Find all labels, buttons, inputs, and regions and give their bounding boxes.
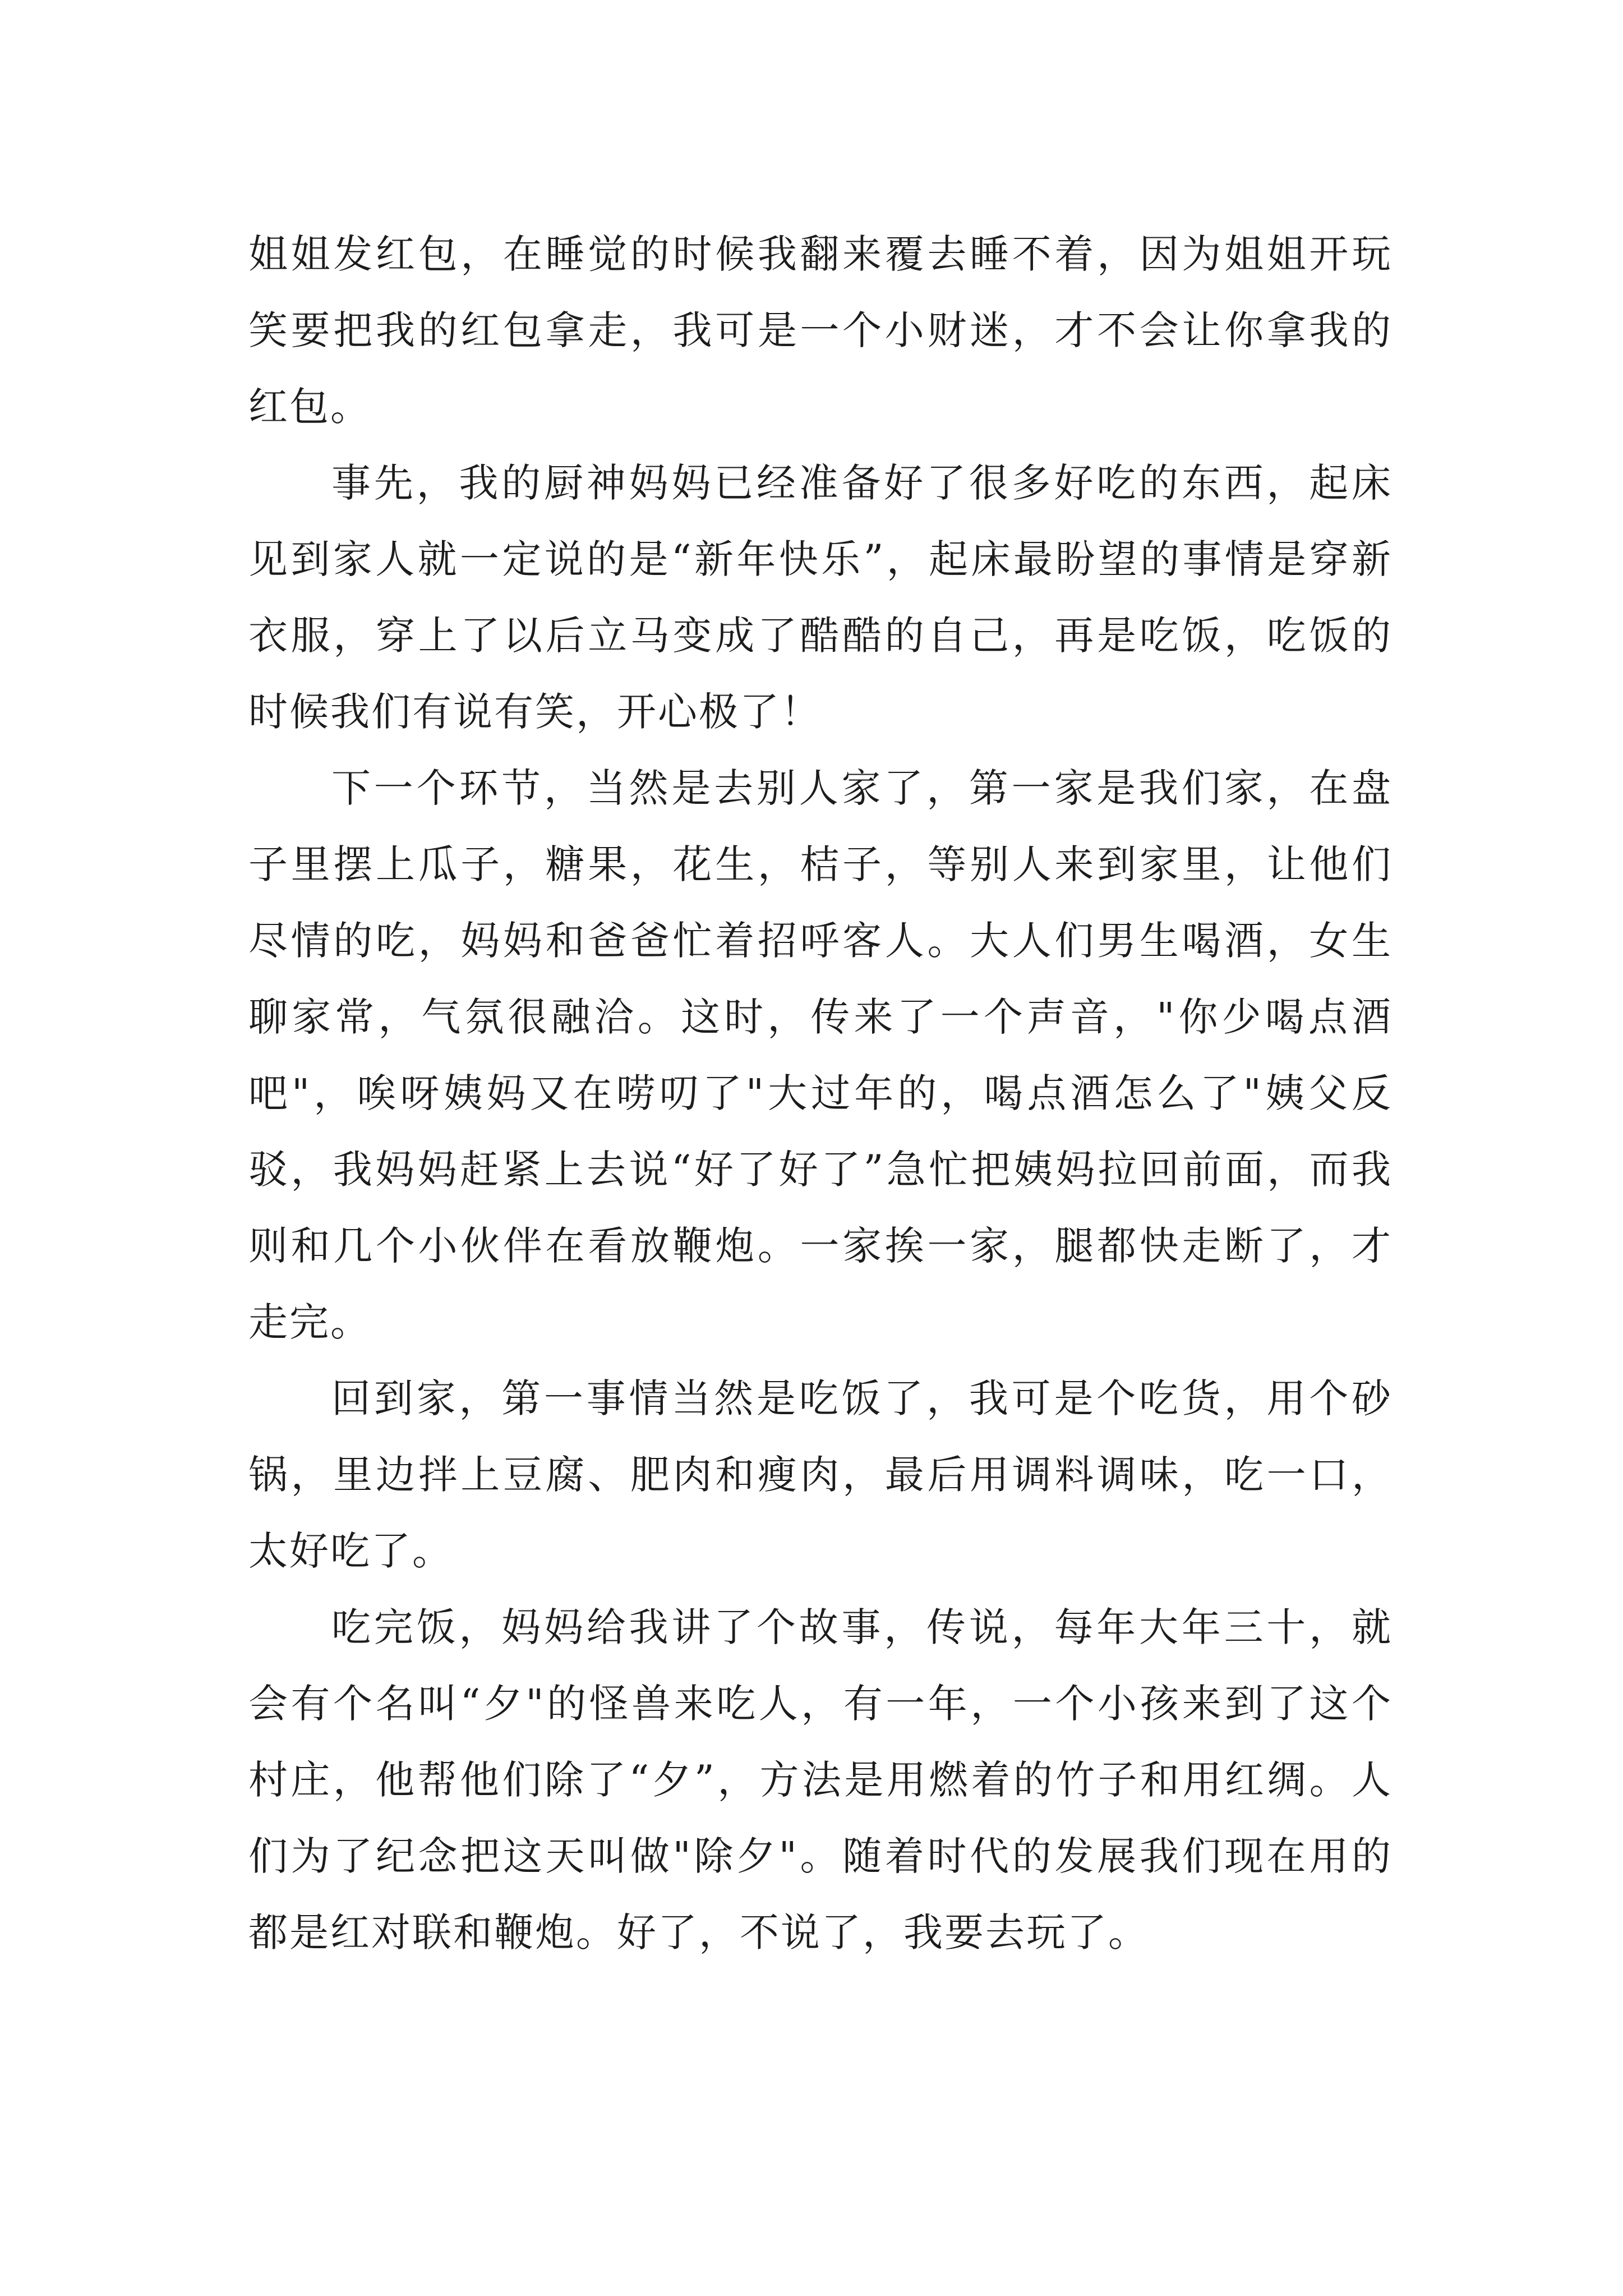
paragraph-4: 回到家，第一事情当然是吃饭了，我可是个吃货，用个砂锅，里边拌上豆腐、肥肉和瘦肉，最后用调料调味，吃一口，太好吃了。: [248, 1375, 1393, 1574]
paragraph-2: 事先，我的厨神妈妈已经准备好了很多好吃的东西，起床见到家人就一定说的是“新年快乐”，起床最盼望的事情是穿新衣服，穿上了以后立马变成了酷酷的自己，再是吃饭，吃饭的时候我们有说有笑，开心极了！: [248, 460, 1393, 735]
paragraph-1: 姐姐发红包，在睡觉的时候我翻来覆去睡不着，因为姐姐开玩笑要把我的红包拿走，我可是一个小财迷，才不会让你拿我的红包。: [248, 231, 1393, 430]
body-text: [248, 216, 1393, 1971]
paragraph-5: 吃完饭，妈妈给我讲了个故事，传说，每年大年三十，就会有个名叫“夕"的怪兽来吃人，有一年，一个小孩来到了这个村庄，他帮他们除了“夕”，方法是用燃着的竹子和用红绸。人们为了纪念把这天叫做"除夕"。随着时代的发展我们现在用的都是红对联和鞭炮。好了，不说了，我要去玩了。: [248, 1604, 1393, 1955]
paragraph-3: 下一个环节，当然是去别人家了，第一家是我们家，在盘子里摆上瓜子，糖果，花生，桔子，等别人来到家里，让他们尽情的吃，妈妈和爸爸忙着招呼客人。大人们男生喝酒，女生聊家常，气氛很融洽。这时，传来了一个声音，"你少喝点酒吧"，唉呀姨妈又在唠叨了"大过年的，喝点酒怎么了"姨父反驳，我妈妈赶紧上去说“好了好了”急忙把姨妈拉回前面，而我则和几个小伙伴在看放鞭炮。一家挨一家，腿都快走断了，才走完。: [248, 765, 1393, 1345]
